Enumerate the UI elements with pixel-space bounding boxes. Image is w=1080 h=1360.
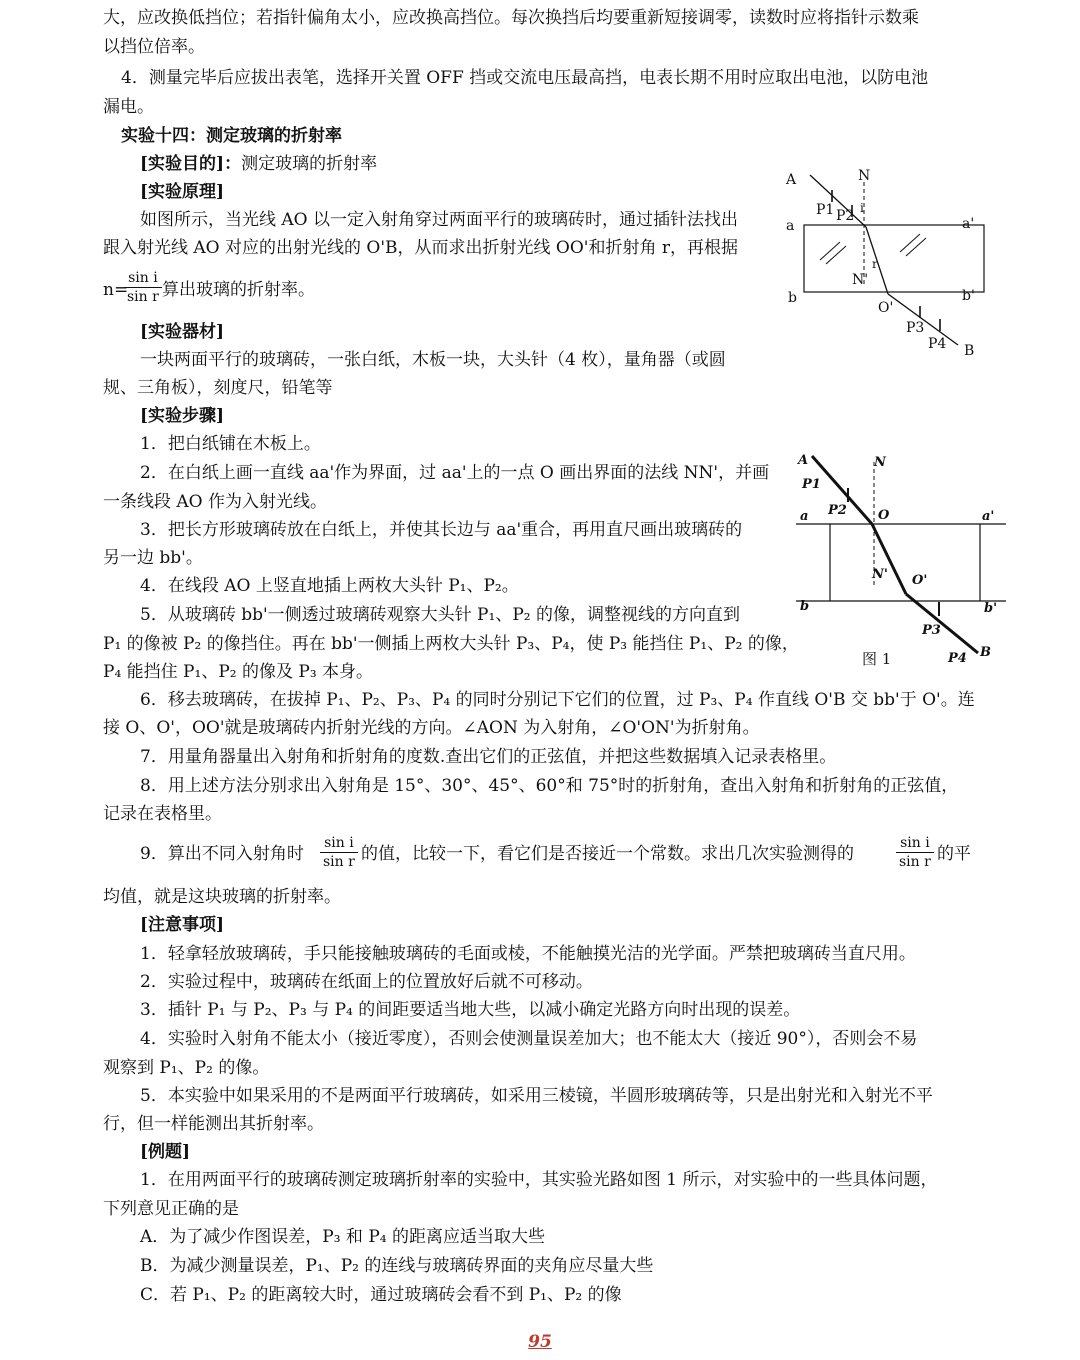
steps-label: [实验步骤] <box>140 406 225 426</box>
text-line: 一条线段 AO 作为入射光线。 <box>103 492 328 512</box>
fig-label: P1 <box>802 477 821 492</box>
formula-denominator: sin r <box>323 854 355 870</box>
text-line: 漏电。 <box>103 97 154 117</box>
text-line: 以挡位倍率。 <box>103 37 205 57</box>
fig-label: P4 <box>928 336 947 352</box>
fig-label: B <box>964 343 975 359</box>
text-line: 5．从玻璃砖 bb'一侧透过玻璃砖观察大头针 P₁、P₂ 的像，调整视线的方向直到 <box>140 605 740 625</box>
text-line: 1．把白纸铺在木板上。 <box>140 434 321 454</box>
text-line: 2．实验过程中，玻璃砖在纸面上的位置放好后就不可移动。 <box>140 972 593 992</box>
text-line: 4．在线段 AO 上竖直地插上两枚大头针 P₁、P₂。 <box>140 576 519 596</box>
text-line: 跟入射光线 AO 对应的出射光线的 O'B，从而求出折射光线 OO'和折射角 r，再根据 <box>103 238 739 258</box>
figure-1-refraction <box>792 448 1012 673</box>
text-line: P₁ 的像被 P₂ 的像挡住。再在 bb'一侧插上两枚大头针 P₃、P₄，使 P₃ 能挡住 P₁、P₂ 的像， <box>103 634 799 654</box>
text-line: P₄ 能挡住 P₁、P₂ 的像及 P₃ 本身。 <box>103 662 374 682</box>
text-line: 的平 <box>937 844 971 864</box>
option-b: B．为减少测量误差，P₁、P₂ 的连线与玻璃砖界面的夹角应尽量大些 <box>140 1256 654 1276</box>
materials-label: [实验器材] <box>140 322 225 342</box>
text-line: 一块两面平行的玻璃砖，一张白纸，木板一块，大头针（4 枚），量角器（或圆 <box>140 350 726 370</box>
fig-label: a <box>786 218 795 234</box>
fig-label: A <box>786 172 797 188</box>
text-line: 规、三角板），刻度尺，铅笔等 <box>103 378 333 398</box>
page-number: 95 <box>528 1332 552 1352</box>
formula-numerator: sin i <box>896 834 934 853</box>
text-line: 7．用量角器量出入射角和折射角的度数.查出它们的正弦值，并把这些数据填入记录表格里。 <box>140 747 837 767</box>
fig-label: P1 <box>816 202 835 218</box>
formula-denominator: sin r <box>899 854 931 870</box>
text-line: 6．移去玻璃砖，在拔掉 P₁、P₂、P₃、P₄ 的同时分别记下它们的位置，过 P₃、P₄ 作直线 O'B 交 bb'于 O'。连 <box>140 690 975 710</box>
text-line: 4．实验时入射角不能太小（接近零度），否则会使测量误差加大；也不能太大（接近 90°），否则会不易 <box>140 1029 918 1049</box>
fig-label: P3 <box>922 623 941 638</box>
fig-label: a <box>800 509 809 524</box>
text-line: 下列意见正确的是 <box>103 1199 239 1219</box>
fig-label: N <box>874 455 886 470</box>
text-line: 均值，就是这块玻璃的折射率。 <box>103 887 341 907</box>
option-c: C．若 P₁、P₂ 的距离较大时，通过玻璃砖会看不到 P₁、P₂ 的像 <box>140 1285 622 1305</box>
fig-label: O' <box>912 573 928 588</box>
formula-numerator: sin i <box>320 834 358 853</box>
text-line: 观察到 P₁、P₂ 的像。 <box>103 1058 270 1078</box>
example-label: [例题] <box>140 1142 191 1162</box>
text-line: 4．测量完毕后应拔出表笔，选择开关置 OFF 挡或交流电压最高挡，电表长期不用时应取出电池，以防电池 <box>121 68 929 88</box>
fig-label: a' <box>962 216 975 232</box>
text-line: 大，应改换低挡位；若指针偏角太小，应改换高挡位。每次换挡后均要重新短接调零，读数时应将指针示数乘 <box>103 8 919 28</box>
text-line: 行，但一样能测出其折射率。 <box>103 1114 324 1134</box>
fig-label: N' <box>872 567 888 582</box>
fig-label: O' <box>878 300 894 316</box>
fig-label: O <box>878 508 890 523</box>
text-line: 如图所示，当光线 AO 以一定入射角穿过两面平行的玻璃砖时，通过插针法找出 <box>140 210 739 230</box>
fig-label: P4 <box>948 651 967 666</box>
fig-label: N' <box>852 272 869 288</box>
formula-prefix: n= <box>103 280 129 300</box>
text-line: 2．在白纸上画一直线 aa'作为界面，过 aa'上的一点 O 画出界面的法线 NN'，并画 <box>140 463 770 483</box>
purpose-line <box>140 150 377 178</box>
figure-caption: 图 1 <box>862 650 892 668</box>
text-line: 3．把长方形玻璃砖放在白纸上，并使其长边与 aa'重合，再用直尺画出玻璃砖的 <box>140 520 743 540</box>
notes-label: [注意事项] <box>140 915 225 935</box>
fig-label: A <box>798 453 809 468</box>
text-line: 9．算出不同入射角时 <box>140 844 304 864</box>
fig-label: r <box>872 257 878 271</box>
formula-denominator: sin r <box>127 289 159 305</box>
text-line: 接 O、O'，OO'就是玻璃砖内折射光线的方向。∠AON 为入射角，∠O'ON'为折射角。 <box>103 718 760 738</box>
text-line: 另一边 bb'。 <box>103 548 203 568</box>
section-title: 实验十四：测定玻璃的折射率 <box>121 126 342 146</box>
text-line: 算出玻璃的折射率。 <box>162 280 315 300</box>
fig-label: P3 <box>906 320 925 336</box>
formula-fraction <box>124 269 162 306</box>
text-line: 1．在用两面平行的玻璃砖测定玻璃折射率的实验中，其实验光路如图 1 所示，对实验中的一些具体问题， <box>140 1170 938 1190</box>
purpose-text: 测定玻璃的折射率 <box>241 154 378 174</box>
text-line: 的值，比较一下，看它们是否接近一个常数。求出几次实验测得的 <box>361 844 854 864</box>
text-line: 1．轻拿轻放玻璃砖，手只能接触玻璃砖的毛面或棱，不能触摸光洁的光学面。严禁把玻璃砖当直尺用。 <box>140 944 916 964</box>
text-line: 记录在表格里。 <box>103 804 222 824</box>
fig-label: b' <box>962 288 975 304</box>
fig-label: b' <box>984 601 998 616</box>
formula-fraction <box>320 834 358 871</box>
formula-numerator: sin i <box>124 269 162 288</box>
fig-label: b <box>788 290 797 306</box>
text-line: 5．本实验中如果采用的不是两面平行玻璃砖，如采用三棱镜，半圆形玻璃砖等，只是出射光和入射光不平 <box>140 1086 933 1106</box>
fig-label: B <box>980 645 991 660</box>
fig-label: P2 <box>836 208 855 224</box>
fig-label: N <box>858 168 871 184</box>
fig-label: i <box>860 201 864 215</box>
purpose-label: [实验目的]： <box>140 154 242 174</box>
fig-label: P2 <box>828 503 847 518</box>
text-line: 3．插针 P₁ 与 P₂、P₃ 与 P₄ 的间距要适当地大些，以减小确定光路方向时出现的误差。 <box>140 1000 801 1020</box>
formula-fraction <box>896 834 934 871</box>
fig-label: a' <box>982 509 995 524</box>
glass-refraction-figure <box>780 160 1000 365</box>
principle-label: [实验原理] <box>140 182 225 202</box>
option-a: A．为了减少作图误差，P₃ 和 P₄ 的距离应适当取大些 <box>140 1227 545 1247</box>
fig-label: b <box>800 599 810 614</box>
text-line: 8．用上述方法分别求出入射角是 15°、30°、45°、60°和 75°时的折射角，查出入射角和折射角的正弦值， <box>140 776 959 796</box>
